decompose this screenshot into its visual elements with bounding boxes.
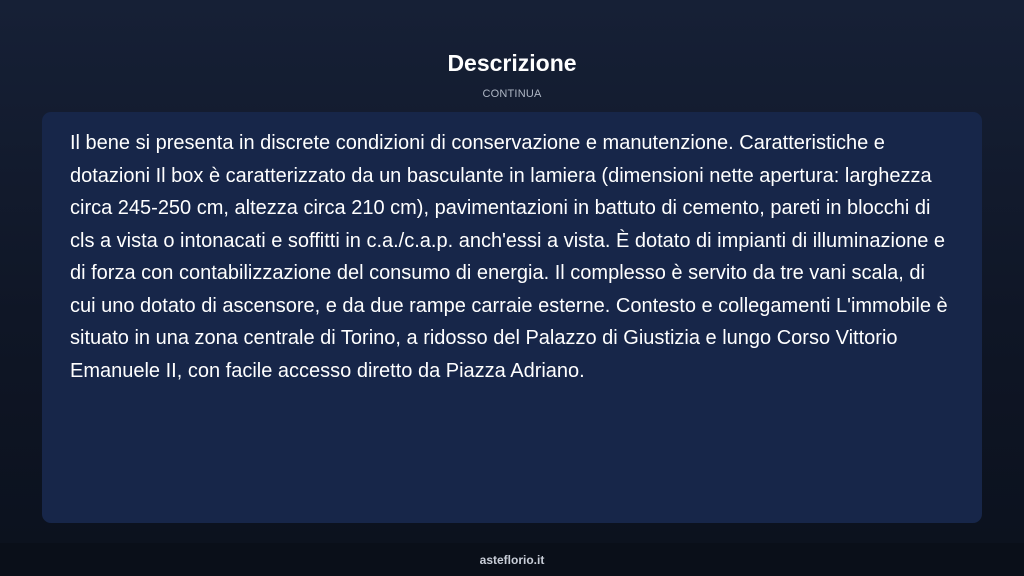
page-header xyxy=(0,48,1024,101)
description-card xyxy=(42,112,982,523)
continue-label: CONTINUA xyxy=(482,88,542,100)
description-text: Il bene si presenta in discrete condizioni di conservazione e manutenzione. Caratteristiche e dotazioni Il box è caratterizzato da un basculante in lamiera (dimensioni nette apertura: larghezza circa 245-250 cm, altezza circa 210 cm), pavimentazioni in battuto di cemento, pareti in blocchi di cls a vista o intonacati e soffitti in c.a./c.a.p. anch'essi a vista. È dotato di impianti di illuminazione e di forza con contabilizzazione del consumo di energia. Il complesso è servito da tre vani scala, di cui uno dotato di ascensore, e da due rampe carraie esterne. Contesto e collegamenti L'immobile è situato in una zona centrale di Torino, a ridosso del Palazzo di Giustizia e lungo Corso Vittorio Emanuele II, con facile accesso diretto da Piazza Adriano. xyxy=(70,132,948,382)
footer-bar xyxy=(0,543,1024,576)
footer-site-label: asteflorio.it xyxy=(479,553,545,567)
page-title: Descrizione xyxy=(447,50,577,76)
